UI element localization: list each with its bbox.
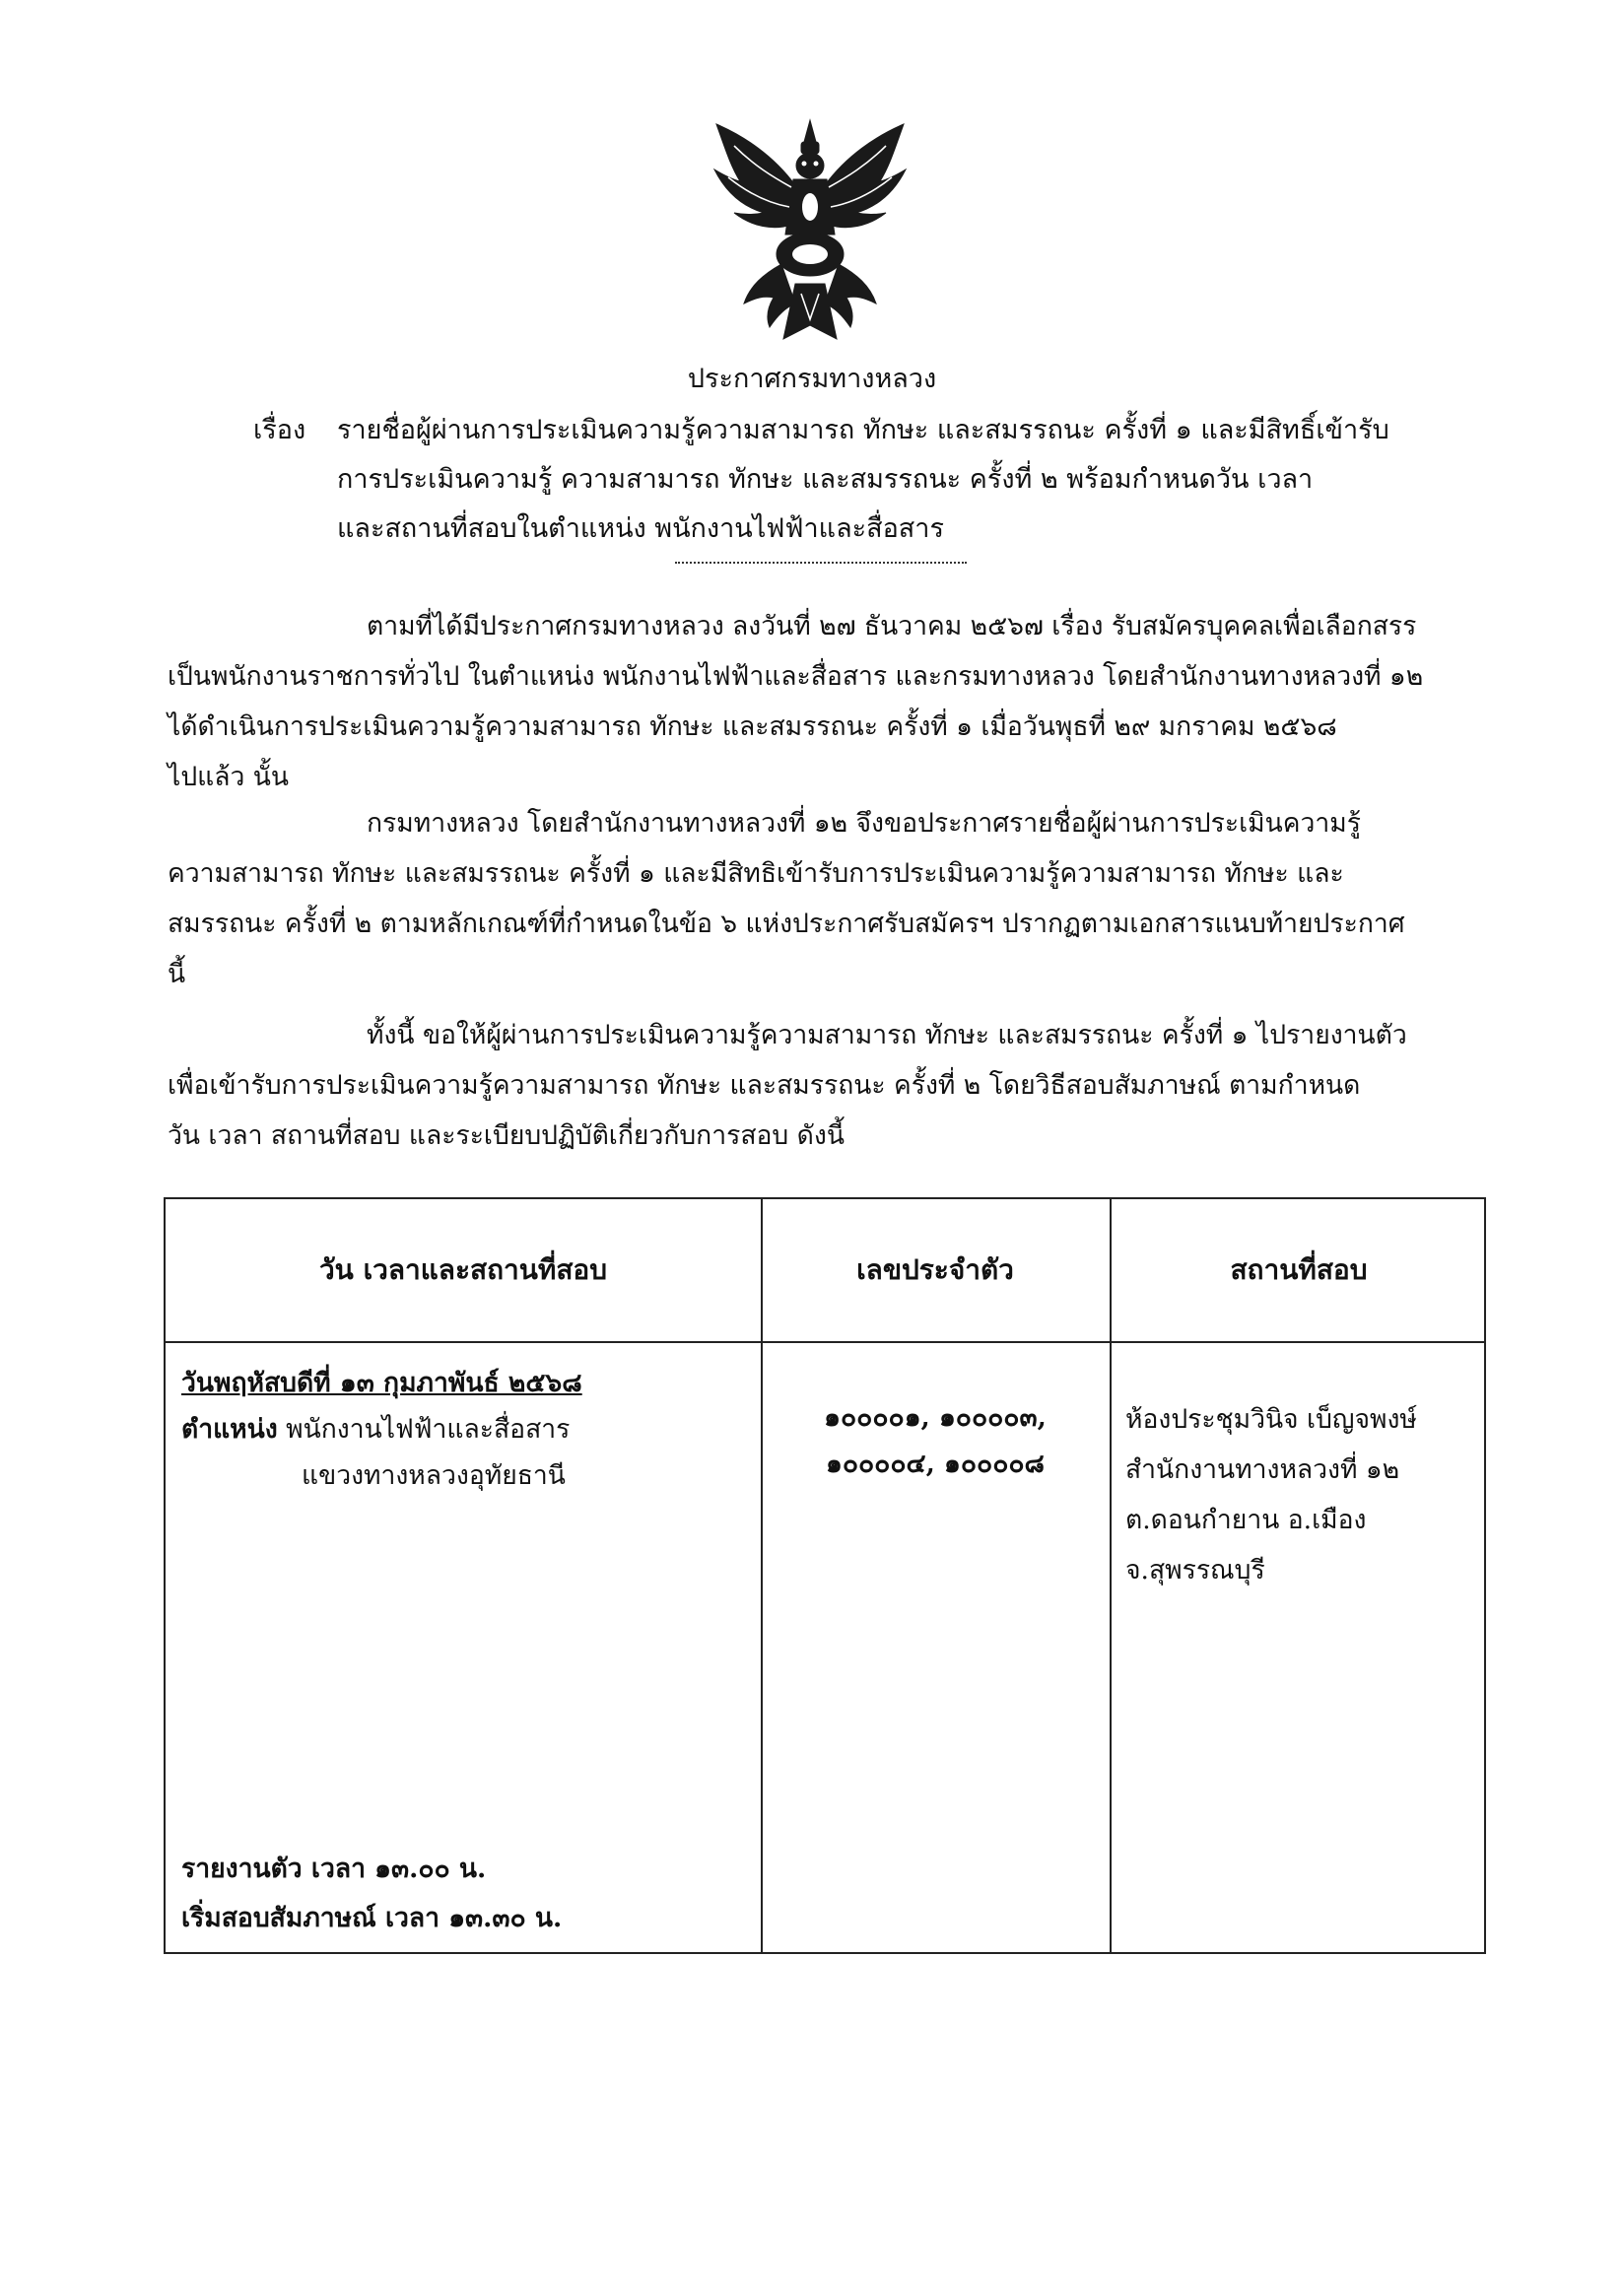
header-exam-venue: สถานที่สอบ — [1230, 1253, 1368, 1286]
highway-unit: แขวงทางหลวงอุทัยธานี — [302, 1460, 566, 1491]
position-label: ตำแหน่ง — [181, 1414, 278, 1445]
subject-label: เรื่อง — [253, 415, 306, 445]
exam-venue-cell — [1125, 1394, 1480, 1595]
exam-schedule-table — [164, 1197, 1486, 1954]
id-numbers-cell — [761, 1394, 1110, 1487]
subject-line-2: การประเมินความรู้ ความสามารถ ทักษะ และสมรรถนะ ครั้งที่ ๒ พร้อมกำหนดวัน เวลา — [337, 464, 1314, 495]
paragraph-line: ไปแล้ว นั้น — [168, 762, 290, 792]
paragraph-line: เป็นพนักงานราชการทั่วไป ในตำแหน่ง พนักงานไฟฟ้าและสื่อสาร และกรมทางหลวง โดยสำนักงานทางหลวงที่ ๑๒ — [168, 661, 1424, 692]
paragraph-3 — [168, 1010, 1498, 1161]
exam-date: วันพฤหัสบดีที่ ๑๓ กุมภาพันธ์ ๒๕๖๘ — [181, 1368, 582, 1398]
exam-date-cell — [181, 1360, 753, 1499]
announcement-title: ประกาศกรมทางหลวง — [687, 364, 937, 394]
subject-line-3: และสถานที่สอบในตำแหน่ง พนักงานไฟฟ้าและสื่อสาร — [337, 513, 944, 544]
report-time: รายงานตัว เวลา ๑๓.๐๐ น. — [181, 1854, 487, 1884]
paragraph-line: ทั้งนี้ ขอให้ผู้ผ่านการประเมินความรู้ความสามารถ ทักษะ และสมรรถนะ ครั้งที่ ๑ ไปรายงานตัว — [367, 1020, 1407, 1050]
interview-time: เริ่มสอบสัมภาษณ์ เวลา ๑๓.๓๐ น. — [181, 1903, 563, 1933]
header-id-number: เลขประจำตัว — [856, 1253, 1014, 1286]
dotted-divider — [675, 562, 967, 564]
table-divider — [166, 1341, 1484, 1343]
paragraph-line: วัน เวลา สถานที่สอบ และระเบียบปฏิบัติเกี่ยวกับการสอบ ดังนี้ — [168, 1120, 845, 1151]
venue-line: ต.ดอนกำยาน อ.เมือง — [1125, 1505, 1367, 1535]
paragraph-1 — [168, 601, 1498, 802]
venue-line: ห้องประชุมวินิจ เบ็ญจพงษ์ — [1125, 1404, 1417, 1435]
paragraph-line: สมรรถนะ ครั้งที่ ๒ ตามหลักเกณฑ์ที่กำหนดในข้อ ๖ แห่งประกาศรับสมัครฯ ปรากฏตามเอกสารแนบท้ายประกาศ — [168, 909, 1405, 939]
paragraph-line: เพื่อเข้ารับการประเมินความรู้ความสามารถ ทักษะ และสมรรถนะ ครั้งที่ ๒ โดยวิธีสอบสัมภาษณ์ ตามกำหนด — [168, 1070, 1361, 1101]
paragraph-line: นี้ — [168, 959, 186, 989]
exam-times — [181, 1845, 753, 1943]
venue-line: สำนักงานทางหลวงที่ ๑๒ — [1125, 1454, 1400, 1485]
venue-line: จ.สุพรรณบุรี — [1125, 1555, 1265, 1586]
id-numbers-line: ๑๐๐๐๐๑, ๑๐๐๐๐๓, — [824, 1402, 1047, 1433]
garuda-emblem-icon — [705, 116, 916, 345]
paragraph-line: กรมทางหลวง โดยสำนักงานทางหลวงที่ ๑๒ จึงขอประกาศรายชื่อผู้ผ่านการประเมินความรู้ — [367, 808, 1361, 839]
announcement-subject — [253, 406, 1485, 554]
paragraph-line: ได้ดำเนินการประเมินความรู้ความสามารถ ทักษะ และสมรรถนะ ครั้งที่ ๑ เมื่อวันพุธที่ ๒๙ มกราคม ๒๕๖๘ — [168, 711, 1337, 742]
paragraph-line: ตามที่ได้มีประกาศกรมทางหลวง ลงวันที่ ๒๗ ธันวาคม ๒๕๖๗ เรื่อง รับสมัครบุคคลเพื่อเลือกสรร — [367, 611, 1417, 641]
paragraph-line: ความสามารถ ทักษะ และสมรรถนะ ครั้งที่ ๑ และมีสิทธิเข้ารับการประเมินความรู้ความสามารถ ทักษะ และ — [168, 858, 1344, 889]
position-value: พนักงานไฟฟ้าและสื่อสาร — [286, 1414, 571, 1445]
paragraph-2 — [168, 798, 1498, 999]
header-date-time-place: วัน เวลาและสถานที่สอบ — [318, 1253, 608, 1286]
id-numbers-line: ๑๐๐๐๐๔, ๑๐๐๐๐๘ — [826, 1449, 1045, 1479]
subject-line-1: รายชื่อผู้ผ่านการประเมินความรู้ความสามารถ ทักษะ และสมรรถนะ ครั้งที่ ๑ และมีสิทธิ์เข้ารับ — [337, 415, 1389, 445]
